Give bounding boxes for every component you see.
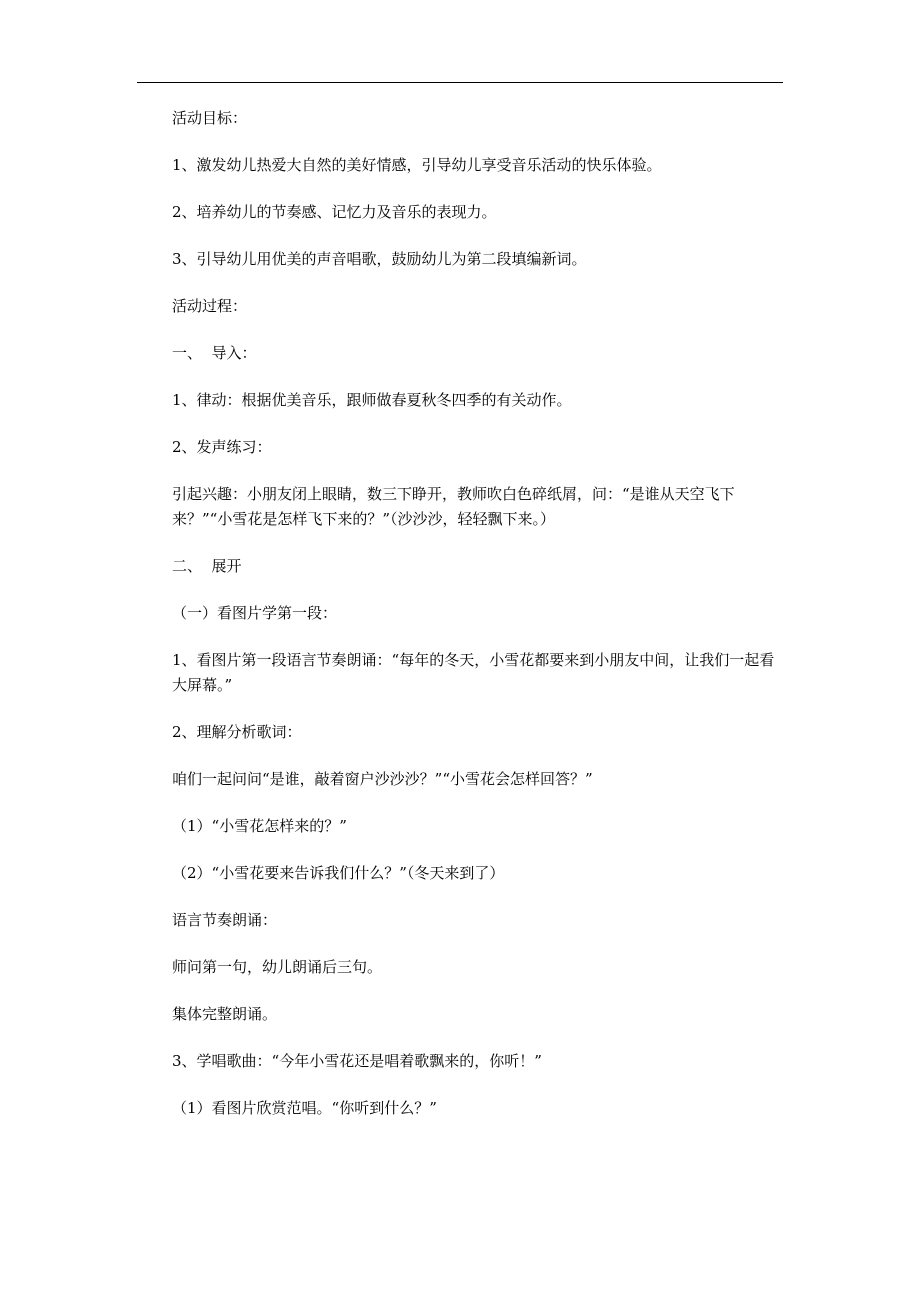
rhythm-recitation-step-2: 集体完整朗诵。 — [172, 1005, 278, 1023]
process-step-intro: 一、 导入： — [172, 344, 257, 362]
rhythm-recitation-step-1: 师问第一句，幼儿朗诵后三句。 — [172, 958, 383, 976]
document-body — [172, 106, 784, 1143]
intro-item-1: 1、律动：根据优美音乐，跟师做春夏秋冬四季的有关动作。 — [172, 391, 572, 409]
lyrics-question-paragraph: 咱们一起问问“是谁，敲着窗户沙沙沙？”“小雪花会怎样回答？” — [172, 770, 593, 788]
header-rule — [137, 82, 783, 83]
intro-item-2: 2、发声练习： — [172, 438, 272, 456]
goal-item-1: 1、激发幼儿热爱大自然的美好情感，引导幼儿享受音乐活动的快乐体验。 — [172, 156, 662, 174]
intro-interest-paragraph: 引起兴趣：小朋友闭上眼睛，数三下睁开，教师吹白色碎纸屑，问：“是谁从天空飞下来？”“小雪花是怎样飞下来的？”（沙沙沙，轻轻飘下来。） — [172, 485, 735, 528]
develop-item-2: 2、理解分析歌词： — [172, 723, 302, 741]
rhythm-recitation-heading: 语言节奏朗诵： — [172, 911, 278, 929]
goal-item-2: 2、培养幼儿的节奏感、记忆力及音乐的表现力。 — [172, 203, 497, 221]
develop-item-1: 1、看图片第一段语言节奏朗诵：“每年的冬天，小雪花都要来到小朋友中间，让我们一起看大屏幕。” — [172, 651, 775, 694]
goal-item-3: 3、引导幼儿用优美的声音唱歌，鼓励幼儿为第二段填编新词。 — [172, 250, 587, 268]
section-heading-process: 活动过程： — [172, 297, 248, 315]
singing-step-1: （1）看图片欣赏范唱。“你听到什么？” — [172, 1099, 437, 1117]
process-step-develop: 二、 展开 — [172, 557, 242, 575]
develop-subsection-1: （一）看图片学第一段： — [172, 604, 338, 622]
lyrics-question-2: （2）“小雪花要来告诉我们什么？”（冬天来到了） — [172, 864, 505, 882]
section-heading-goals: 活动目标： — [172, 109, 248, 127]
develop-item-3: 3、学唱歌曲：“今年小雪花还是唱着歌飘来的，你听！” — [172, 1052, 542, 1070]
lyrics-question-1: （1）“小雪花怎样来的？” — [172, 817, 347, 835]
